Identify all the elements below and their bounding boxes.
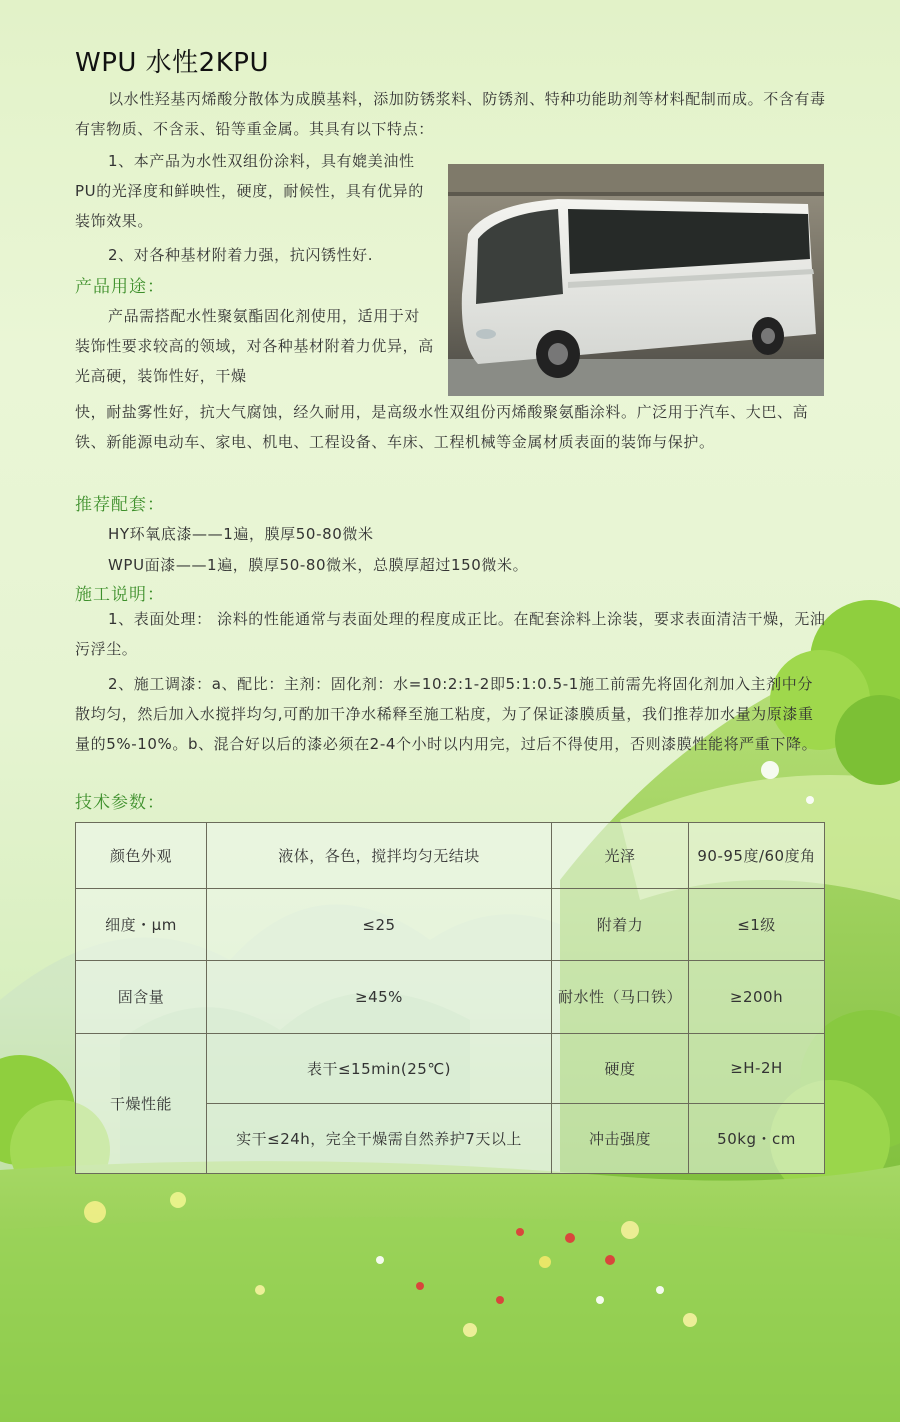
tech-spec-table	[75, 822, 825, 1174]
spec-label: 光泽	[552, 823, 689, 889]
spec-value: ≤25	[207, 889, 552, 961]
spec-label: 附着力	[552, 889, 689, 961]
recommend-heading: 推荐配套：	[75, 495, 165, 515]
usage-text-part1: 产品需搭配水性聚氨酯固化剂使用，适用于对装饰性要求较高的领域，对各种基材附着力优异，高光高硬，装饰性好，干燥	[75, 307, 434, 385]
product-title: WPU 水性2KPU	[75, 48, 269, 78]
spec-value: 液体，各色，搅拌均匀无结块	[207, 823, 552, 889]
bus-illustration	[448, 164, 824, 396]
spec-label: 固含量	[76, 961, 207, 1033]
table-row	[76, 823, 825, 889]
construction-item-1: 1、表面处理： 涂料的性能通常与表面处理的程度成正比。在配套涂料上涂装，要求表面清洁干燥，无油污浮尘。	[75, 610, 826, 658]
spec-label: 耐水性（马口铁）	[552, 961, 689, 1033]
impact-label: 冲击强度	[552, 1103, 689, 1173]
spec-value: ≥200h	[689, 961, 825, 1033]
construction-heading: 施工说明：	[75, 585, 165, 605]
feature-1: 1、本产品为水性双组份涂料，具有媲美油性PU的光泽度和鲜映性，硬度，耐候性，具有优异的装饰效果。	[75, 152, 424, 230]
usage-text-part2: 快，耐盐雾性好，抗大气腐蚀，经久耐用，是高级水性双组份丙烯酸聚氨酯涂料。广泛用于汽车、大巴、高铁、新能源电动车、家电、机电、工程设备、车床、工程机械等金属材质表面的装饰与保护。	[75, 403, 809, 451]
bus-photo	[448, 164, 824, 396]
usage-heading: 产品用途：	[75, 277, 165, 297]
spec-value: ≤1级	[689, 889, 825, 961]
intro-paragraph: 以水性羟基丙烯酸分散体为成膜基料，添加防锈浆料、防锈剂、特种功能助剂等材料配制而成。不含有毒有害物质、不含汞、铅等重金属。其具有以下特点：	[75, 90, 826, 138]
spec-label: 颜色外观	[76, 823, 207, 889]
spec-label: 细度・μm	[76, 889, 207, 961]
spec-value: 90-95度/60度角	[689, 823, 825, 889]
table-row	[76, 1033, 825, 1103]
drying-surface: 表干≤15min(25℃)	[207, 1033, 552, 1103]
hardness-value: ≥H-2H	[689, 1033, 825, 1103]
drying-label: 干燥性能	[76, 1033, 207, 1173]
recommend-item-2: WPU面漆——1遍，膜厚50-80微米，总膜厚超过150微米。	[108, 556, 529, 574]
construction-item-2: 2、施工调漆：a、配比：主剂：固化剂：水=10:2:1-2即5:1:0.5-1施工前需先将固化剂加入主剂中分散均匀，然后加入水搅拌均匀,可酌加干净水稀释至施工粘度，为了保证漆膜质量，我们推荐加水量为原漆重量的5%-10%。b、混合好以后的漆必须在2-4个小时以内用完，过后不得使用，否则漆膜性能将严重下降。	[75, 675, 818, 753]
tech-heading: 技术参数：	[75, 793, 165, 813]
spec-value: ≥45%	[207, 961, 552, 1033]
drying-hard: 实干≤24h，完全干燥需自然养护7天以上	[207, 1103, 552, 1173]
impact-value: 50kg・cm	[689, 1103, 825, 1173]
table-row	[76, 961, 825, 1033]
hardness-label: 硬度	[552, 1033, 689, 1103]
table-row	[76, 889, 825, 961]
recommend-item-1: HY环氧底漆——1遍，膜厚50-80微米	[108, 525, 374, 543]
feature-2: 2、对各种基材附着力强，抗闪锈性好.	[108, 246, 374, 264]
